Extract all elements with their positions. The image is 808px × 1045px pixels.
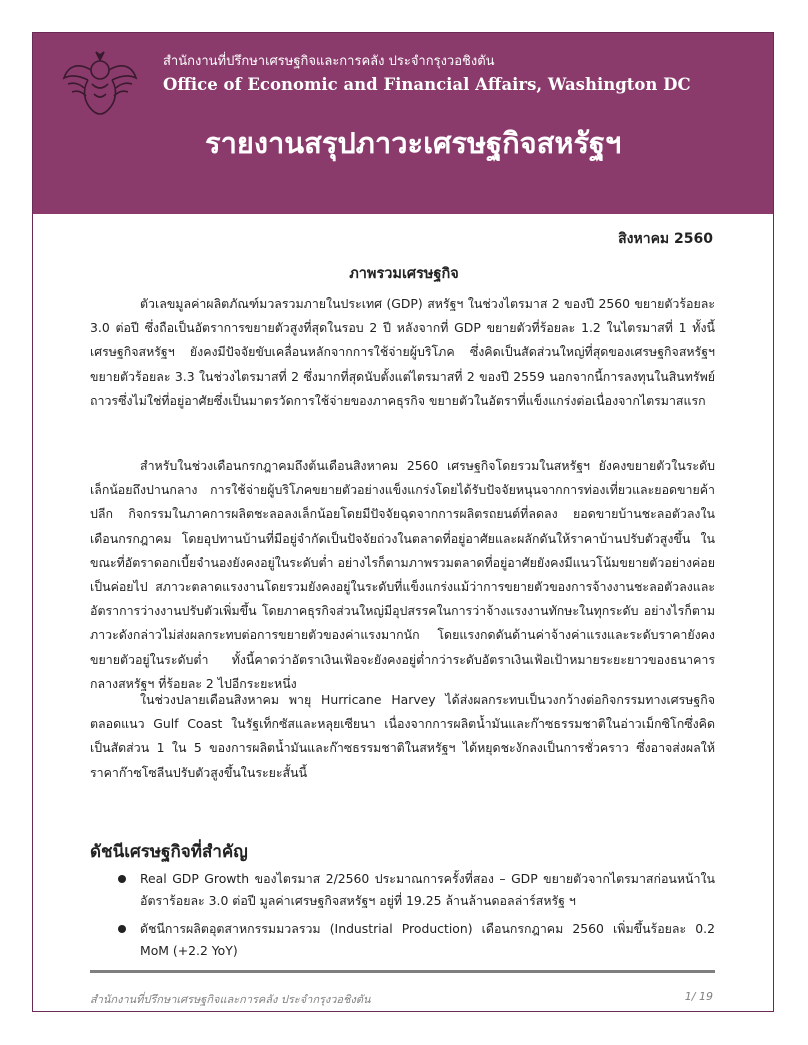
footer-divider [90,970,715,973]
indicator-text: ดัชนีการผลิตอุตสาหกรรมมวลรวม (Industrial Production) เดือนกรกฎาคม 2560 เพิ่มขึ้นร้อยละ 0.2 MoM (+2.2 YoY) [140,921,715,958]
report-title: รายงานสรุปภาวะเศรษฐกิจสหรัฐฯ [205,126,622,160]
overview-paragraph-2: สำหรับในช่วงเดือนกรกฎาคมถึงต้นเดือนสิงหาคม 2560 เศรษฐกิจโดยรวมในสหรัฐฯ ยังคงขยายตัวในระดับเล็กน้อยถึงปานกลาง การใช้จ่ายผู้บริโภคขยายตัวอย่างแข็งแกร่งโดยได้รับปัจจัยหนุนจากการท่องเที่ยวและยอดขายค้าปลีก กิจกรรมในภาคการผลิตชะลอลงเล็กน้อยโดยมีปัจจัยฉุดจากการผลิตรถยนต์ที่ลดลง ยอดขายบ้านชะลอตัวลงในเดือนกรกฎาคม โดยอุปทานบ้านที่มีอยู่จำกัดเป็นปัจจัยถ่วงในตลาดที่อยู่อาศัยและผลักดันให้ราคาบ้านปรับตัวสูงขึ้น ในขณะที่อัตราดอกเบี้ยจำนองยังคงอยู่ในระดับต่ำ อย่างไรก็ตามภาพรวมตลาดที่อยู่อาศัยยังคงมีแนวโน้มขยายตัวอย่างค่อยเป็นค่อยไป สภาวะตลาดแรงงานโดยรวมยังคงอยู่ในระดับที่แข็งแกร่งแม้ว่าการขยายตัวของการจ้างงานชะลอตัวลงและอัตราการว่างงานปรับตัวเพิ่มขึ้น โดยภาคธุรกิจส่วนใหญ่มีอุปสรรคในการว่าจ้างแรงงานทักษะในทุกระดับ อย่างไรก็ตามภาวะดังกล่าวไม่ส่งผลกระทบต่อการขยายตัวของค่าแรงมากนัก โดยแรงกดดันด้านค่าจ้างค่าแรงและระดับราคายังคงขยายตัวอยู่ในระดับต่ำ ทั้งนี้คาดว่าอัตราเงินเฟ้อจะยังคงอยู่ต่ำกว่าระดับอัตราเงินเฟ้อเป้าหมายระยะยาวของธนาคารกลางสหรัฐฯ ที่ร้อยละ 2 ไปอีกระยะหนึ่ง [90,458,716,691]
report-date: สิงหาคม 2560 [618,231,713,247]
overview-paragraph-1: ตัวเลขมูลค่าผลิตภัณฑ์มวลรวมภายในประเทศ (GDP) สหรัฐฯ ในช่วงไตรมาส 2 ของปี 2560 ขยายตัวร้อยละ 3.0 ต่อปี ซึ่งถือเป็นอัตราการขยายตัวสูงที่สุดในรอบ 2 ปี หลังจากที่ GDP ขยายตัวที่ร้อยละ 1.2 ในไตรมาสที่ 1 ทั้งนี้เศรษฐกิจสหรัฐฯ ยังคงมีปัจจัยขับเคลื่อนหลักจากการใช้จ่ายผู้บริโภค ซึ่งคิดเป็นสัดส่วนใหญ่ที่สุดของเศรษฐกิจสหรัฐฯ ขยายตัวร้อยละ 3.3 ในช่วงไตรมาสที่ 2 ซึ่งมากที่สุดนับตั้งแต่ไตรมาสที่ 2 ของปี 2559 นอกจากนี้การลงทุนในสินทรัพย์ถาวรซึ่งไม่ใช่ที่อยู่อาศัยซึ่งเป็นมาตรวัดการใช้จ่ายของภาคธุรกิจ ขยายตัวในอัตราที่แข็งแกร่งต่อเนื่องจากไตรมาสแรก [90,296,715,408]
garuda-emblem-icon [58,40,142,124]
footer-office: สำนักงานที่ปรึกษาเศรษฐกิจและการคลัง ประจำกรุงวอชิงตัน [90,993,371,1006]
indicators-heading: ดัชนีเศรษฐกิจที่สำคัญ [90,842,248,862]
page-number: 1/ 19 [684,990,713,1003]
office-name-english: Office of Economic and Financial Affairs, Washington DC [163,75,691,94]
bullet-icon [118,925,126,933]
list-item [90,868,715,912]
indicators-list [90,868,715,968]
list-item [90,918,715,962]
overview-heading: ภาพรวมเศรษฐกิจ [349,266,459,282]
overview-paragraph-3: ในช่วงปลายเดือนสิงหาคม พายุ Hurricane Harvey ได้ส่งผลกระทบเป็นวงกว้างต่อกิจกรรมทางเศรษฐกิจตลอดแนว Gulf Coast ในรัฐเท็กซัสและหลุยเซียนา เนื่องจากการผลิตน้ำมันและก๊าซธรรมชาติในอ่าวเม็กซิโกซึ่งคิดเป็นสัดส่วน 1 ใน 5 ของการผลิตน้ำมันและก๊าซธรรมชาติในสหรัฐฯ ได้หยุดชะงักลงเป็นการชั่วคราว ซึ่งอาจส่งผลให้ราคาก๊าซโซลีนปรับตัวสูงขึ้นในระยะสั้นนี้ [90,692,715,780]
indicator-text: Real GDP Growth ของไตรมาส 2/2560 ประมาณการครั้งที่สอง – GDP ขยายตัวจากไตรมาสก่อนหน้าในอัตราร้อยละ 3.0 ต่อปี มูลค่าเศรษฐกิจสหรัฐฯ อยู่ที่ 19.25 ล้านล้านดอลล่าร์สหรัฐ ฯ [140,871,715,908]
office-name-thai: สำนักงานที่ปรึกษาเศรษฐกิจและการคลัง ประจำกรุงวอชิงตัน [163,54,495,69]
bullet-icon [118,875,126,883]
